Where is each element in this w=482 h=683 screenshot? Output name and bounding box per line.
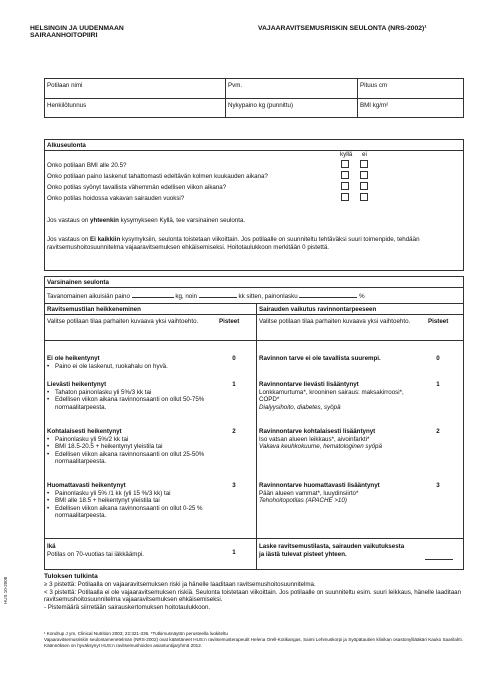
usual-weight-line: Tavanomainen aikuisiän paino kg, noin kk sitten, painonlasku % [47, 293, 365, 300]
left-column-subheader: Valitse potilaan tilaa parhaiten kuvaava yksi vaihtoehto. [47, 318, 199, 325]
yes-label: kyllä [340, 151, 353, 158]
right-column-header: Sairauden vaikutus ravinnontarpeeseen [259, 306, 377, 313]
disease-row-3 [259, 482, 429, 505]
disease-score-1: 1 [436, 381, 440, 388]
nutrition-row-1-item: • Tahaton painonlasku yli 5%/3 kk tai [47, 389, 217, 397]
right-column-subheader: Valitse potilaan tilaa parhaiten kuvaava yksi vaihtoehto. [259, 318, 411, 325]
disease-row-1-text: Lonkkamurtuma*, krooninen sairaus: maksakirroosi*, COPD* [259, 388, 404, 404]
personal-id-label: Henkilötunnus [47, 102, 87, 109]
disease-row-3-title: Ravinnontarve huomattavasti lisääntynyt [259, 482, 380, 489]
nutrition-row-3-item: • Painonlasku yli 5% /1 kk (yli 15 %/3 kk) tai [47, 490, 219, 498]
screening-note-yes: Jos vastaus on yhteenkin kysymykseen Kyllä, tee varsinainen seulonta. [47, 217, 246, 224]
nutrition-row-1-item: • Edellisen viikon aikana ravinnonsaanti on ollut 50-75% normaalitarpeesta. [47, 396, 217, 411]
organization-name [30, 25, 124, 40]
disease-row-3-text: Pään alueen vammat*, luuydinsiirto* [259, 489, 359, 497]
document-title: VAJAARAVITSEMUSRISKIN SEULONTA (NRS-2002)¹ [258, 25, 427, 32]
q1-yes-checkbox[interactable] [341, 160, 349, 168]
left-column-header: Ravitsemustilan heikkeneminen [47, 306, 141, 313]
no-label: ei [362, 151, 367, 158]
nutrition-row-3-title: Huomattavasti heikentynyt [47, 482, 126, 489]
disease-row-2-title: Ravinnontarve kohtalaisesti lisääntynyt [259, 428, 376, 435]
age-score: 1 [232, 549, 236, 556]
patient-name-label: Potilaan nimi [47, 82, 83, 89]
footnotes [44, 631, 464, 649]
nutrition-row-2-title: Kohtalaisesti heikentynyt [47, 428, 122, 435]
disease-row-1-italic: Dialyysihoito, diabetes, syöpä [259, 403, 341, 411]
age-title: Ikä [47, 543, 56, 550]
nutrition-row-2 [47, 428, 217, 466]
disease-score-2: 2 [436, 428, 440, 435]
nutrition-row-2-item: • BMI 18.5-20.5 + heikentynyt yleistila tai [47, 443, 217, 451]
nutrition-score-3: 3 [232, 482, 236, 489]
main-screening-title: Varsinainen seulonta [47, 279, 109, 286]
weight-loss-percent-field[interactable] [299, 292, 357, 298]
disease-row-3-italic: Tehohoitopotilas (APACHE >10) [259, 497, 347, 505]
bmi-label: BMI kg/m² [360, 102, 389, 109]
total-instruction: Laske ravitsemustilasta, sairauden vaikutuksesta ja iästä tulevat pisteet yhteen. [259, 543, 405, 558]
nutrition-row-2-item: • Edellisen viikon aikana ravinnonsaanti on ollut 25-50% normaalitarpeesta. [47, 451, 217, 466]
q4-yes-checkbox[interactable] [341, 193, 349, 201]
q3-no-checkbox[interactable] [360, 182, 368, 190]
question-severe-illness: Onko potilas hoidossa vakavan sairauden vuoksi? [47, 195, 185, 202]
age-row [47, 543, 144, 558]
height-label: Pituus cm [360, 82, 388, 89]
disease-score-0: 0 [436, 355, 440, 362]
disease-row-1-title: Ravinnontarve lievästi lisääntynyt [259, 381, 359, 388]
org-line-1: HELSINGIN JA UUDENMAAN [30, 25, 124, 32]
nutrition-row-2-item: • Painonlasku yli 5%/2 kk tai [47, 436, 217, 444]
screening-note-no: Jos vastaus on Ei kaikkiin kysymyksiin, seulonta toistetaan viikoittain. Jos potilaalle on suunniteltu tehtäväksi suuri toimenpide, tehdään ravitsemushoitosuunnitelma vajaaravitsemuksen ehkäisemiseksi. Hoitotaulukkoon merkitään 0 pistettä. [47, 236, 420, 251]
nutrition-row-3-item: • BMI alle 18.5 + heikentynyt yleistila tai [47, 497, 219, 505]
q2-no-checkbox[interactable] [360, 171, 368, 179]
nutrition-score-0: 0 [232, 355, 236, 362]
nutrition-row-3 [47, 482, 219, 520]
usual-weight-field[interactable] [132, 292, 174, 298]
results-line-transfer: - Pistemäärä siirretään sairauskertomuksen hoitotaulukkoon. [44, 603, 211, 611]
initial-screening-box [44, 139, 464, 271]
right-points-label: Pisteet [428, 318, 449, 325]
results-line-low-risk: < 3 pistettä: Potilaalla ei ole vajaaravitsemuksen riskiä. Seulonta toistetaan viikoittain. Jos potilaalle on suunniteltu esim. suuri leikkaus, hänelle laaditaan ravitsemushoitosuunnitelma vajaaravitsemuksen ehkäisemiseksi. [44, 588, 462, 604]
question-weight-loss: Onko potilaan paino laskenut tahattomasti edeltävän kolmen kuukauden aikana? [47, 173, 268, 180]
footnote-reference: ¹ Kondrup J ym, Clinical Nutrition 2003; 22:321-336. *Tutkimusnäytön perusteella luokiteltu [44, 631, 228, 636]
nutrition-score-2: 2 [232, 428, 236, 435]
total-score-field[interactable] [425, 559, 453, 560]
nutrition-row-1 [47, 381, 217, 411]
disease-row-2 [259, 428, 429, 451]
q3-yes-checkbox[interactable] [341, 182, 349, 190]
form-code: HUS 10-2008 [3, 576, 8, 604]
disease-score-3: 3 [436, 482, 440, 489]
question-bmi: Onko potilaan BMI alle 20.5? [47, 162, 127, 169]
left-points-label: Pisteet [219, 318, 240, 325]
results-section [44, 573, 464, 611]
months-ago-field[interactable] [199, 292, 237, 298]
results-line-high-risk: ≥ 3 pistettä: Potilaalla on vajaaravitsemuksen riski ja hänelle laaditaan ravitsemushoitosuunnitelma. [44, 581, 316, 589]
nutrition-row-3-item: • Edellisen viikon aikana ravinnonsaanti on ollut 0-25 % normaalitarpeesta. [47, 505, 219, 520]
org-line-2: SAIRAANHOITOPIIRI [30, 32, 98, 40]
nutrition-row-0 [47, 355, 217, 370]
results-title: Tuloksen tulkinta [44, 573, 98, 580]
disease-row-2-italic: Vakava keuhkokuume, hematologinen syöpä [259, 443, 382, 451]
disease-row-0-title: Ravinnon tarve ei ole tavallista suurempi. [259, 355, 381, 362]
disease-row-2-text: Iso vatsan alueen leikkaus*, aivoinfarkti* [259, 435, 370, 443]
q4-no-checkbox[interactable] [360, 193, 368, 201]
initial-screening-title: Alkuseulonta [47, 141, 86, 149]
disease-row-1 [259, 381, 419, 411]
question-eating-less: Onko potilas syönyt tavallista vähemmän edellisen viikon aikana? [47, 184, 227, 191]
age-text: Potilas on 70-vuotias tai iäkkäämpi. [47, 550, 144, 558]
nutrition-score-1: 1 [232, 381, 236, 388]
nutrition-row-0-title: Ei ole heikentynyt [47, 355, 100, 362]
nutrition-row-1-title: Lievästi heikentynyt [47, 381, 107, 388]
weight-label: Nykypaino kg (punnittu) [228, 102, 294, 109]
q1-no-checkbox[interactable] [360, 160, 368, 168]
q2-yes-checkbox[interactable] [341, 171, 349, 179]
footnote-credit: Vajaaravitsemusriskin seulontamenetelmän (NRS-2002) ovat kääntäneet HUS:n ravitsemusterapeutit Helena Orell-Kotikangas, Saimi Lehmuskorpi ja Syöpätautien klinikan osastonylilääkäri Kauko Saarilahti. Käännöksen on hyväksynyt HUS:n ravitsemushoidon asiantuntijaryhmä 2012. [44, 636, 463, 648]
nutrition-row-0-item: • Paino ei ole laskenut, ruokahalu on hyvä. [47, 363, 217, 371]
date-label: Pvm. [228, 82, 243, 89]
